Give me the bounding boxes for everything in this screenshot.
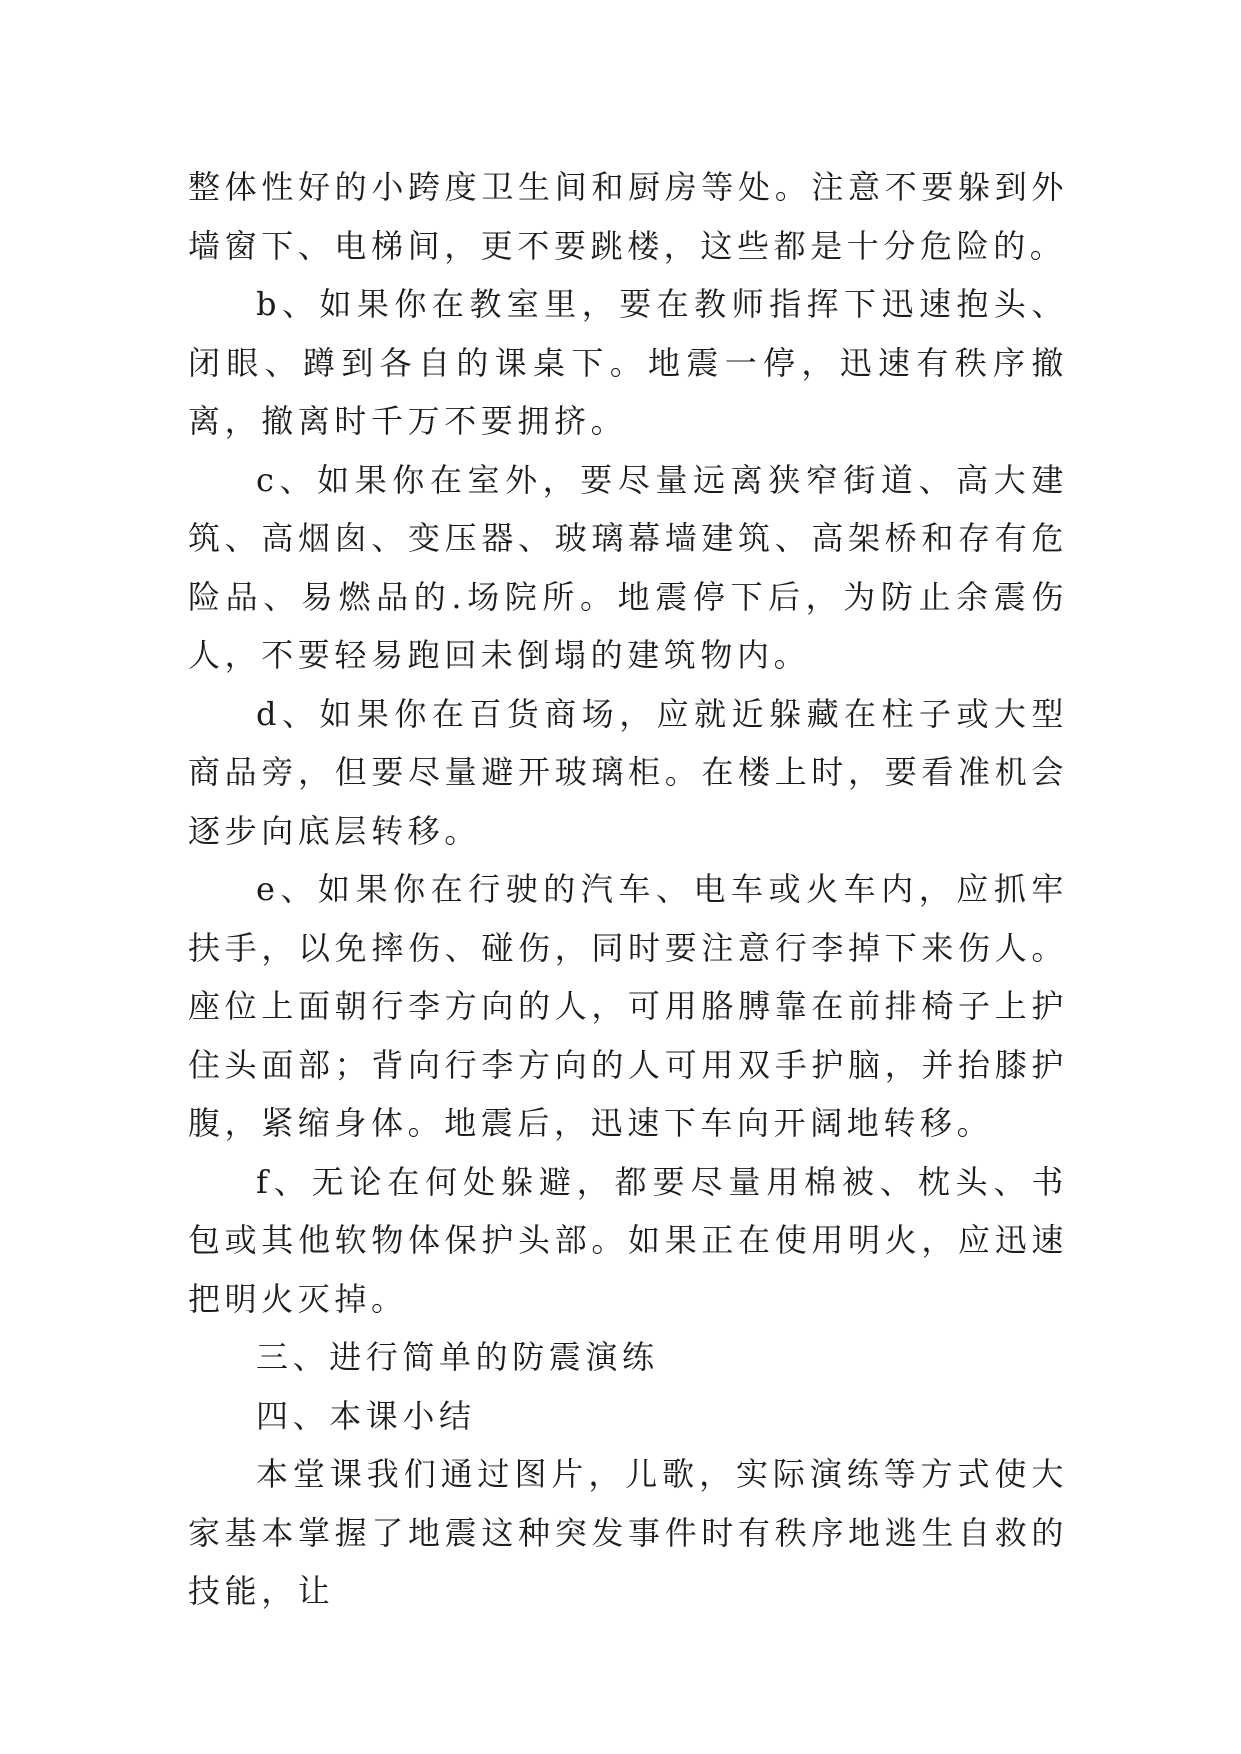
paragraph-summary: 本堂课我们通过图片，儿歌，实际演练等方式使大家基本掌握了地震这种突发事件时有秩序地逃生自救的技能，让 xyxy=(188,1455,1068,1610)
section-heading-4: 四、本课小结 xyxy=(256,1396,476,1435)
paragraph-item-d: d、如果你在百货商场，应就近躲藏在柱子或大型商品旁，但要尽量避开玻璃柜。在楼上时，要看准机会逐步向底层转移。 xyxy=(188,694,1068,850)
paragraph-continuation: 整体性好的小跨度卫生间和厨房等处。注意不要躲到外墙窗下、电梯间，更不要跳楼，这些都是十分危险的。 xyxy=(188,168,1068,265)
section-heading-3: 三、进行简单的防震演练 xyxy=(256,1338,659,1376)
paragraph-item-c: c、如果你在室外，要尽量远离狭窄街道、高大建筑、高烟囱、变压器、玻璃幕墙建筑、高架桥和存有危险品、易燃品的.场院所。地震停下后，为防止余震伤人，不要轻易跑回未倒塌的建筑物内。 xyxy=(188,460,1068,674)
paragraph-item-f: f、无论在何处躲避，都要尽量用棉被、枕头、书包或其他软物体保护头部。如果正在使用明火，应迅速把明火灭掉。 xyxy=(188,1162,1068,1318)
paragraph-item-e: e、如果你在行驶的汽车、电车或火车内，应抓牢扶手，以免摔伤、碰伤，同时要注意行李掉下来伤人。座位上面朝行李方向的人，可用胳膊靠在前排椅子上护住头面部；背向行李方向的人可用双手护脑，并抬膝护腹，紧缩身体。地震后，迅速下车向开阔地转移。 xyxy=(188,870,1068,1142)
document-body xyxy=(188,158,1068,1621)
paragraph-item-b: b、如果你在教室里，要在教师指挥下迅速抱头、闭眼、蹲到各自的课桌下。地震一停，迅速有秩序撤离，撤离时千万不要拥挤。 xyxy=(188,285,1068,440)
